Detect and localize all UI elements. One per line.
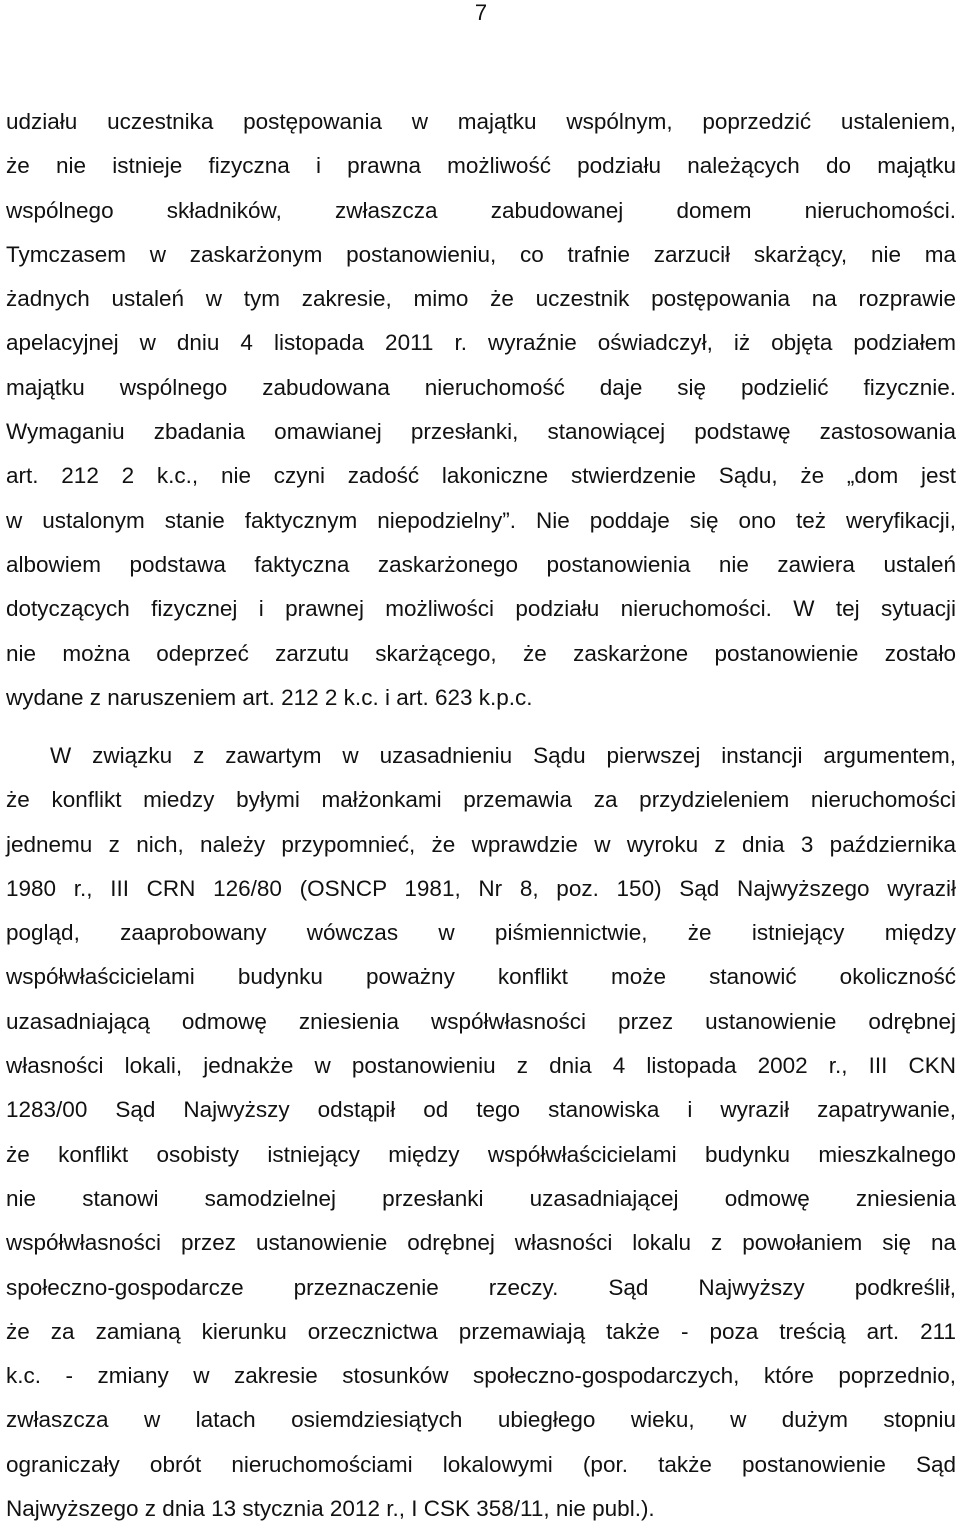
text-line: apelacyjnej w dniu 4 listopada 2011 r. wyraźnie oświadczył, iż objęta podziałem xyxy=(6,330,956,356)
text-line: W związku z zawartym w uzasadnieniu Sądu pierwszej instancji argumentem, xyxy=(50,743,956,768)
text-line: społeczno-gospodarcze przeznaczenie rzeczy. Sąd Najwyższy podkreślił, xyxy=(6,1274,956,1300)
text-line: nie można odeprzeć zarzutu skarżącego, że zaskarżone postanowienie zostało xyxy=(6,640,956,666)
text-line: art. 212 2 k.c., nie czyni zadość lakoniczne stwierdzenie Sądu, że „dom jest xyxy=(6,463,956,489)
text-line: Najwyższego z dnia 13 stycznia 2012 r., I CSK 358/11, nie publ.). xyxy=(6,1496,655,1522)
text-line: nie stanowi samodzielnej przesłanki uzasadniającej odmowę zniesienia xyxy=(6,1185,956,1211)
page-number: 7 xyxy=(474,0,488,25)
text-line: w ustalonym stanie faktycznym niepodzielny”. Nie poddaje się ono też weryfikacji, xyxy=(6,507,956,533)
text-line: jednemu z nich, należy przypomnieć, że wprawdzie w wyroku z dnia 3 października xyxy=(6,831,956,857)
text-line: 1980 r., III CRN 126/80 (OSNCP 1981, Nr 8, poz. 150) Sąd Najwyższego wyraził xyxy=(6,875,956,901)
text-line: majątku wspólnego zabudowana nieruchomość daje się podzielić fizycznie. xyxy=(6,374,956,400)
text-line: pogląd, zaaprobowany wówczas w piśmiennictwie, że istniejący między xyxy=(6,920,956,946)
text-line: ograniczały obrót nieruchomościami lokalowymi (por. także postanowienie Sąd xyxy=(6,1451,956,1477)
text-line: współwłasności przez ustanowienie odrębnej własności lokalu z powołaniem się na xyxy=(6,1230,956,1256)
text-line: współwłaścicielami budynku poważny konflikt może stanowić okoliczność xyxy=(6,964,956,990)
text-line: uzasadniającą odmowę zniesienia współwłasności przez ustanowienie odrębnej xyxy=(6,1008,956,1034)
text-line: że nie istnieje fizyczna i prawna możliwość podziału należących do majątku xyxy=(6,153,956,179)
text-line: wydane z naruszeniem art. 212 2 k.c. i art. 623 k.p.c. xyxy=(6,684,533,710)
text-line: udziału uczestnika postępowania w majątku wspólnym, poprzedzić ustaleniem, xyxy=(6,109,956,134)
paragraph-2 xyxy=(6,734,956,1531)
text-line: dotyczących fizycznej i prawnej możliwości podziału nieruchomości. W tej sytuacji xyxy=(6,596,956,622)
text-line: k.c. - zmiany w zakresie stosunków społeczno-gospodarczych, które poprzednio, xyxy=(6,1363,956,1389)
text-line: Tymczasem w zaskarżonym postanowieniu, co trafnie zarzucił skarżący, nie ma xyxy=(6,241,956,267)
text-line: że konflikt osobisty istniejący między współwłaścicielami budynku mieszkalnego xyxy=(6,1141,956,1167)
text-line: żadnych ustaleń w tym zakresie, mimo że uczestnik postępowania na rozprawie xyxy=(6,286,956,312)
text-line: 1283/00 Sąd Najwyższy odstąpił od tego stanowiska i wyraził zapatrywanie, xyxy=(6,1097,956,1123)
text-line: własności lokali, jednakże w postanowieniu z dnia 4 listopada 2002 r., III CKN xyxy=(6,1053,956,1079)
text-line: że za zamianą kierunku orzecznictwa przemawiają także - poza treścią art. 211 xyxy=(6,1318,956,1344)
paragraph-1 xyxy=(6,100,956,720)
text-line: Wymaganiu zbadania omawianej przesłanki, stanowiącej podstawę zastosowania xyxy=(6,419,956,445)
text-line: albowiem podstawa faktyczna zaskarżonego postanowienia nie zawiera ustaleń xyxy=(6,551,956,577)
text-line: zwłaszcza w latach osiemdziesiątych ubiegłego wieku, w dużym stopniu xyxy=(6,1407,956,1433)
text-line: wspólnego składników, zwłaszcza zabudowanej domem nieruchomości. xyxy=(6,197,956,223)
text-line: że konflikt miedzy byłymi małżonkami przemawia za przydzieleniem nieruchomości xyxy=(6,787,956,813)
